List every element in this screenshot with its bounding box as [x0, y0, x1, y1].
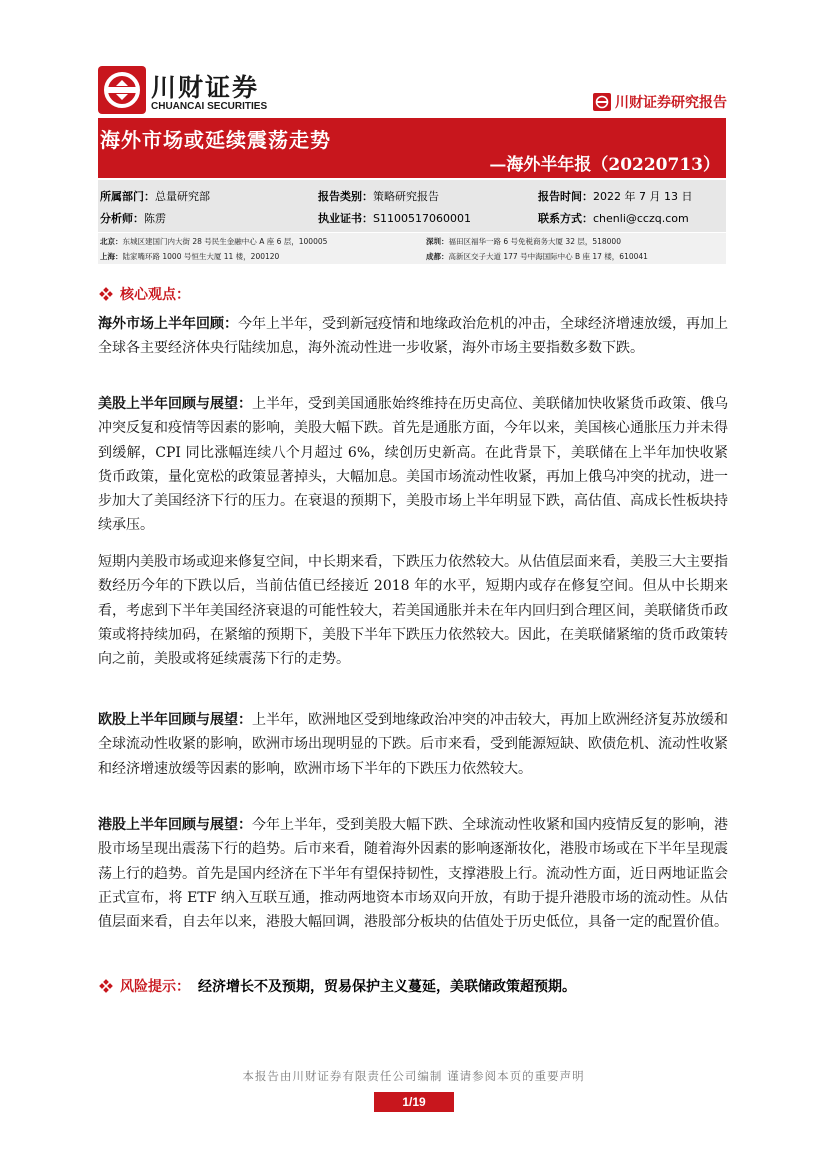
- report-subtitle: —海外半年报（20220713）: [489, 155, 720, 175]
- company-name-en: CHUANCAI SECURITIES: [151, 101, 268, 112]
- paragraph-lead: 海外市场上半年回顾：: [98, 316, 238, 332]
- paragraph-text: 今年上半年，受到新冠疫情和地缘政治危机的冲击，全球经济增速放缓，再加上全球各主要经济体央行陆续加息，海外流动性进一步收紧，海外市场主要指数多数下跌。: [98, 316, 728, 357]
- license-value: S1100517060001: [373, 212, 471, 225]
- paragraph-text: 上半年，受到美国通胀始终维持在历史高位、美联储加快收紧货币政策、俄乌冲突反复和疫情等因素的影响，美股大幅下跌。首先是通胀方面，今年以来，美国核心通胀压力并未得到缓解，CPI 同比涨幅连续八个月超过 6%，续创历史新高。在此背景下，美联储在上半年加快收紧货币政策，量化宽松的政策显著掉头，大幅加息。美国市场流动性收紧，再加上俄乌冲突的扰动，进一步加大了美国经济下行的压力。在衰退的预期下，美股市场上半年明显下跌，高估值、高成长性板块持续承压。: [98, 396, 728, 534]
- address-beijing: [100, 236, 327, 247]
- address-shanghai: [100, 251, 279, 262]
- report-tag: [593, 92, 727, 112]
- diamond-bullet-icon: [100, 980, 112, 992]
- report-time: [538, 188, 692, 204]
- risk-label: 风险提示：: [120, 979, 190, 995]
- shenzhen-label: 深圳：: [426, 237, 449, 246]
- report-tag-text: 川财证券研究报告: [615, 95, 727, 111]
- paragraph-text: 短期内美股市场或迎来修复空间，中长期来看，下跌压力依然较大。从估值层面来看，美股三大主要指数经历今年的下跌以后，当前估值已经接近 2018 年的水平，短期内或存在修复空间。但从中长期来看，考虑到下半年美国经济衰退的可能性较大，若美国通胀并未在年内回归到合理区间，美联储货币政策或将持续加码，在紧缩的预期下，美股下半年下跌压力依然较大。因此，在美联储紧缩的货币政策转向之前，美股或将延续震荡下行的走势。: [98, 554, 728, 668]
- license: [318, 210, 471, 226]
- title-banner: [98, 120, 726, 178]
- shanghai-value: 陆家嘴环路 1000 号恒生大厦 11 楼，200120: [122, 252, 280, 261]
- office-addresses: [98, 233, 726, 264]
- address-shenzhen: [426, 236, 621, 247]
- contact-email[interactable]: chenli@cczq.com: [593, 212, 689, 225]
- paragraph-us-outlook: [98, 550, 728, 671]
- department-label: 所属部门：: [100, 190, 155, 203]
- shenzhen-value: 福田区福华一路 6 号免税商务大厦 32 层，518000: [448, 237, 621, 246]
- department-value: 总量研究部: [155, 190, 210, 203]
- paragraph-us-review: [98, 392, 728, 538]
- contact-label: 联系方式：: [538, 212, 593, 225]
- paragraph-lead: 欧股上半年回顾与展望：: [98, 712, 252, 728]
- license-label: 执业证书：: [318, 212, 373, 225]
- analyst-value: 陈雳: [144, 212, 166, 225]
- report-type-value: 策略研究报告: [373, 190, 439, 203]
- risk-text: 经济增长不及预期，贸易保护主义蔓延，美联储政策超预期。: [198, 979, 576, 995]
- paragraph-hongkong: [98, 813, 728, 934]
- paragraph-text: 上半年，欧洲地区受到地缘政治冲突的冲击较大，再加上欧洲经济复苏放缓和全球流动性收紧的影响，欧洲市场出现明显的下跌。后市来看，受到能源短缺、欧债危机、流动性收紧和经济增速放缓等因素的影响，欧洲市场下半年的下跌压力依然较大。: [98, 712, 728, 777]
- paragraph-europe: [98, 708, 728, 781]
- chengdu-label: 成都：: [426, 252, 449, 261]
- department: [100, 188, 210, 204]
- beijing-label: 北京：: [100, 237, 123, 246]
- core-heading-text: 核心观点：: [120, 287, 190, 303]
- paragraph-text: 今年上半年，受到美股大幅下跌、全球流动性收紧和国内疫情反复的影响，港股市场呈现出震荡下行的趋势。后市来看，随着海外因素的影响逐渐妆化，港股市场或在下半年呈现震荡上行的趋势。首先是国内经济在下半年有望保持韧性，支撑港股上行。流动性方面，近日两地证监会正式宣布，将 ETF 纳入互联互通，推动两地资本市场双向开放，有助于提升港股市场的流动性。从估值层面来看，自去年以来，港股大幅回调，港股部分板块的估值处于历史低位，具备一定的配置价值。: [98, 817, 728, 931]
- mini-logo-icon: [593, 93, 611, 111]
- company-name-cn: 川财证券: [151, 73, 260, 102]
- chengdu-value: 高新区交子大道 177 号中海国际中心 B 座 17 楼，610041: [448, 252, 648, 261]
- contact: [538, 210, 689, 226]
- shanghai-label: 上海：: [100, 252, 123, 261]
- logo-mark-icon: [98, 66, 146, 114]
- address-chengdu: [426, 251, 648, 262]
- diamond-bullet-icon: [100, 288, 112, 300]
- report-type-label: 报告类别：: [318, 190, 373, 203]
- paragraph-lead: 美股上半年回顾与展望：: [98, 396, 252, 412]
- analyst: [100, 210, 166, 226]
- analyst-label: 分析师：: [100, 212, 144, 225]
- report-time-value: 2022 年 7 月 13 日: [593, 190, 693, 203]
- page-number: 1/19: [374, 1092, 454, 1112]
- paragraph-overseas-review: [98, 312, 728, 361]
- beijing-value: 东城区建国门内大街 28 号民生金融中心 A 座 6 层，100005: [122, 237, 328, 246]
- risk-warning: [100, 976, 576, 996]
- company-logo: [98, 66, 146, 114]
- paragraph-lead: 港股上半年回顾与展望：: [98, 817, 252, 833]
- report-meta: [98, 180, 726, 232]
- core-heading: [100, 284, 190, 304]
- footer-disclaimer: 本报告由川财证券有限责任公司编制 谨请参阅本页的重要声明: [242, 1069, 585, 1083]
- report-title: 海外市场或延续震荡走势: [100, 128, 331, 152]
- report-type: [318, 188, 439, 204]
- report-time-label: 报告时间：: [538, 190, 593, 203]
